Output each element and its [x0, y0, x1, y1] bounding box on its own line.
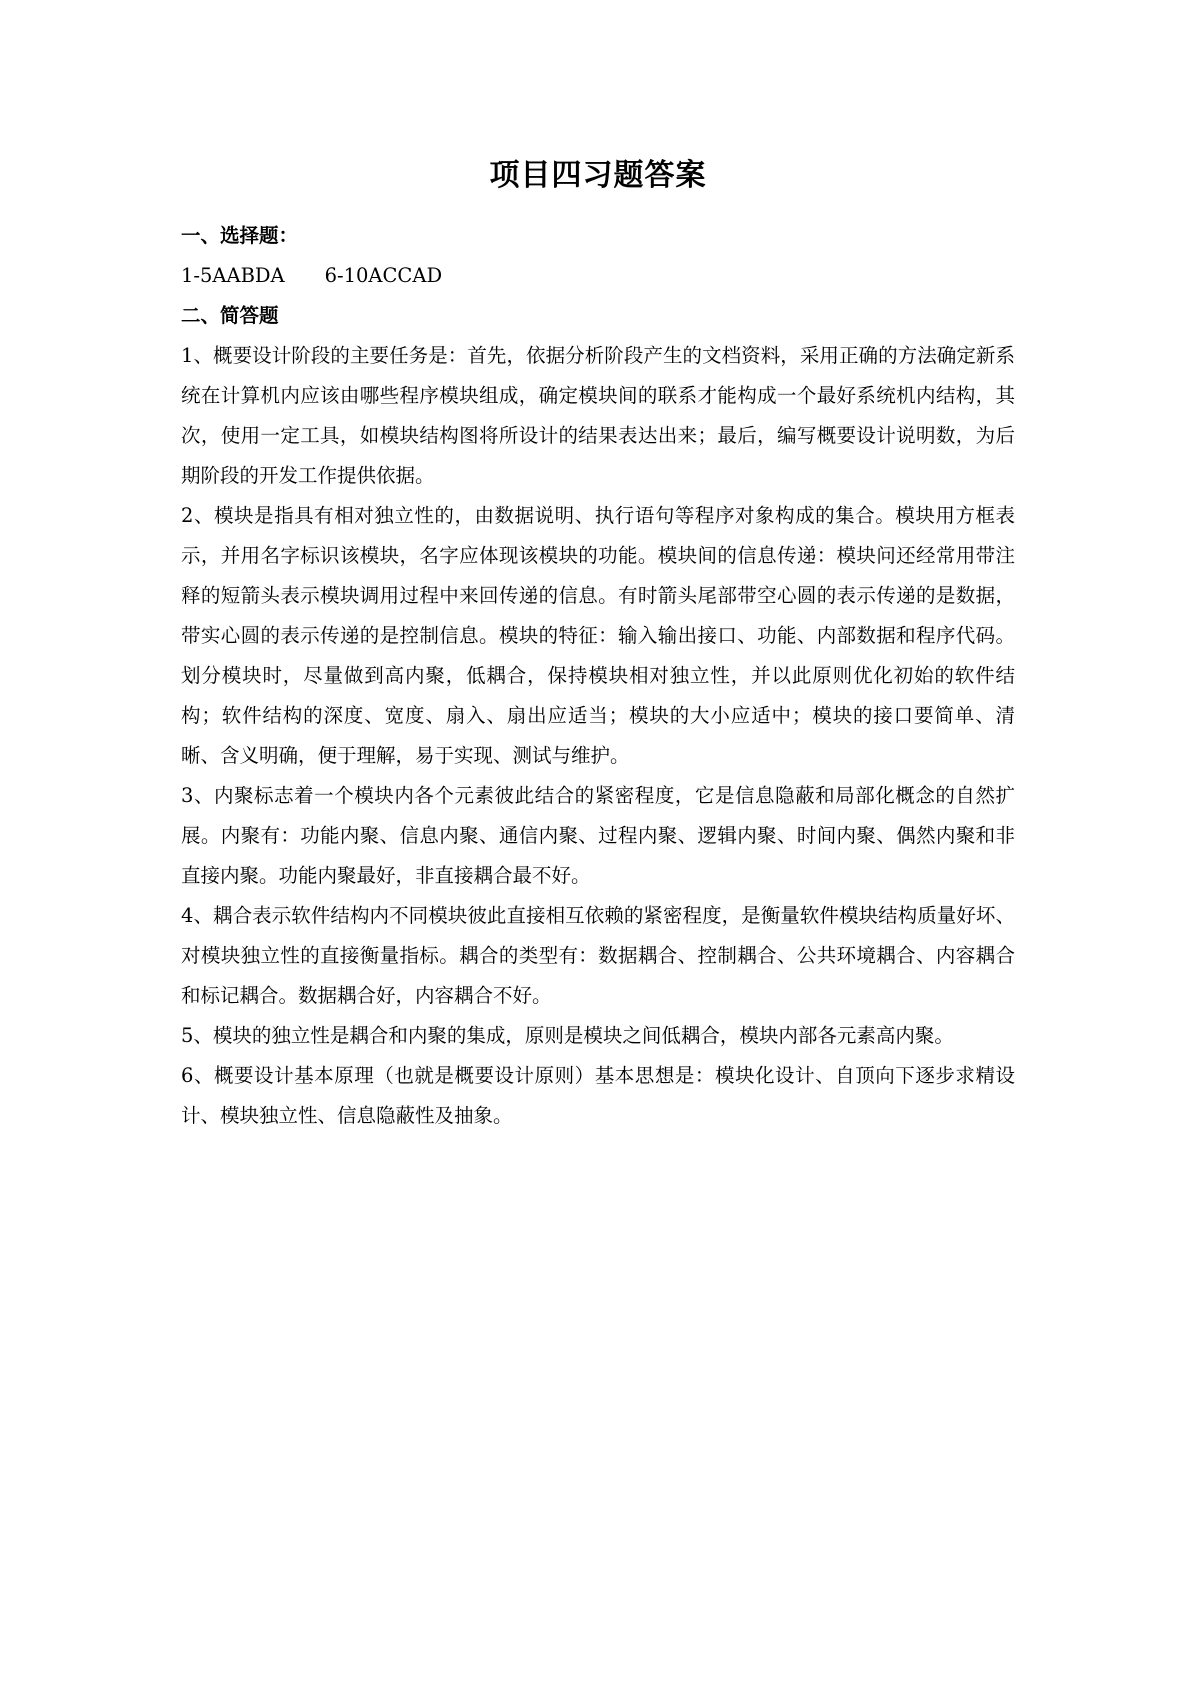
answer-paragraph-6: 6、概要设计基本原理（也就是概要设计原则）基本思想是：模块化设计、自顶向下逐步求精设计、模块独立性、信息隐蔽性及抽象。 — [181, 1064, 1015, 1127]
answer-paragraph-2: 2、模块是指具有相对独立性的，由数据说明、执行语句等程序对象构成的集合。模块用方框表示，并用名字标识该模块，名字应体现该模块的功能。模块间的信息传递：模块问还经常用带注释的短箭头表示模块调用过程中来回传递的信息。有时箭头尾部带空心圆的表示传递的是数据，带实心圆的表示传递的是控制信息。模块的特征：输入输出接口、功能、内部数据和程序代码。划分模块时，尽量做到高内聚，低耦合，保持模块相对独立性，并以此原则优化初始的软件结构；软件结构的深度、宽度、扇入、扇出应适当；模块的大小应适中；模块的接口要简单、清晰、含义明确，便于理解，易于实现、测试与维护。 — [181, 504, 1015, 767]
document-content — [181, 150, 1015, 1136]
choice-answers-6-10: 6-10ACCAD — [324, 264, 443, 287]
choice-answers-1-5: 1-5AABDA — [181, 264, 285, 287]
answer-paragraph-1: 1、概要设计阶段的主要任务是：首先，依据分析阶段产生的文档资料，采用正确的方法确定新系统在计算机内应该由哪些程序模块组成，确定模块间的联系才能构成一个最好系统机内结构，其次，使用一定工具，如模块结构图将所设计的结果表达出来；最后，编写概要设计说明数，为后期阶段的开发工作提供依据。 — [181, 344, 1015, 487]
section-heading-choice: 一、选择题： — [181, 224, 299, 247]
section-heading-short-answer: 二、简答题 — [181, 304, 279, 327]
page-title: 项目四习题答案 — [489, 158, 707, 193]
answer-paragraph-5: 5、模块的独立性是耦合和内聚的集成，原则是模块之间低耦合，模块内部各元素高内聚。 — [181, 1024, 954, 1047]
answer-paragraph-3: 3、内聚标志着一个模块内各个元素彼此结合的紧密程度，它是信息隐蔽和局部化概念的自然扩展。内聚有：功能内聚、信息内聚、通信内聚、过程内聚、逻辑内聚、时间内聚、偶然内聚和非直接内聚。功能内聚最好，非直接耦合最不好。 — [181, 784, 1015, 887]
answer-paragraph-4: 4、耦合表示软件结构内不同模块彼此直接相互依赖的紧密程度，是衡量软件模块结构质量好坏、对模块独立性的直接衡量指标。耦合的类型有：数据耦合、控制耦合、公共环境耦合、内容耦合和标记耦合。数据耦合好，内容耦合不好。 — [181, 904, 1015, 1007]
choice-answers — [181, 256, 1015, 296]
